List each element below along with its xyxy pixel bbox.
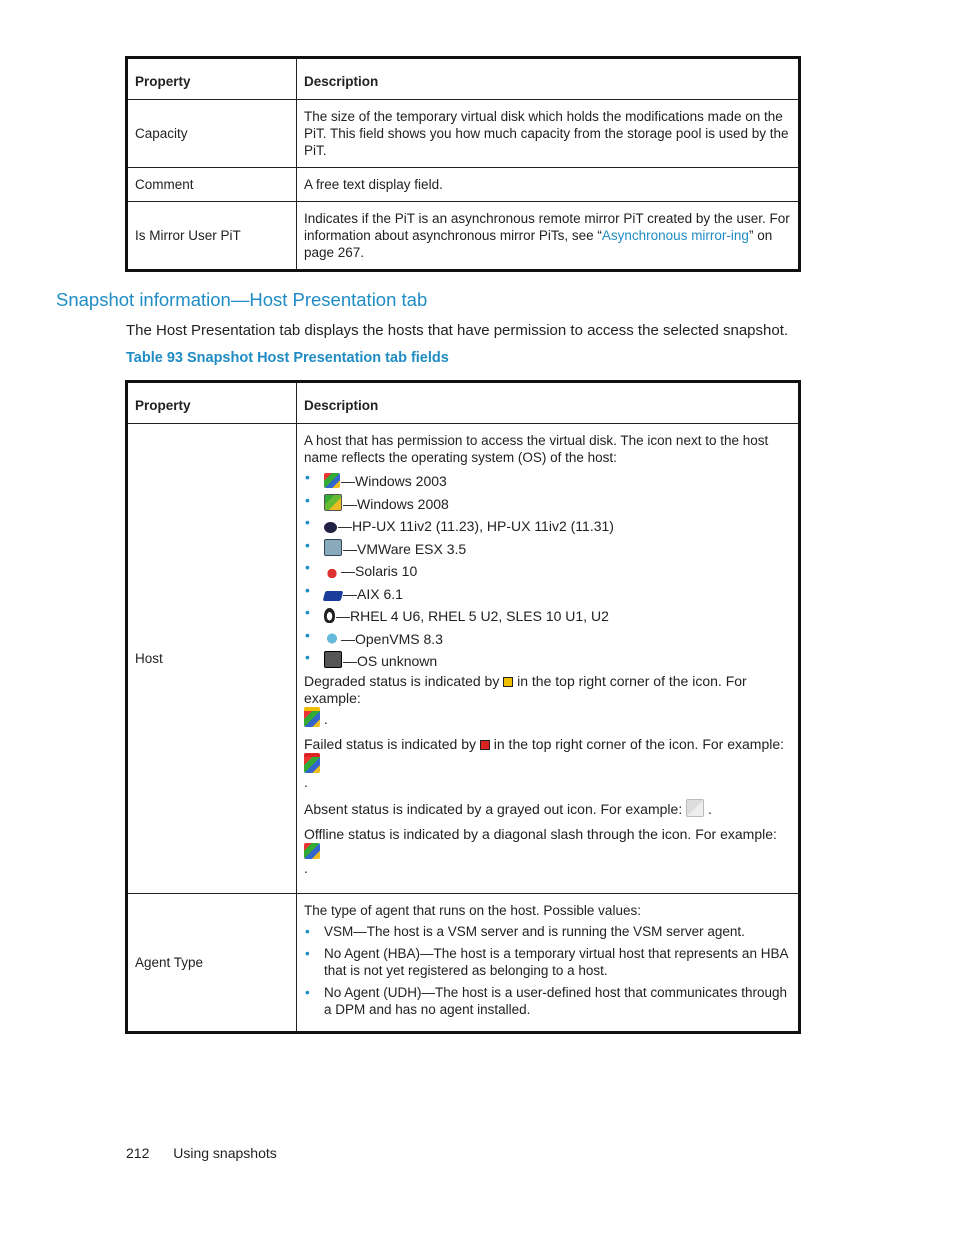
description-text: Indicates if the PiT is an asynchronous remote mirror PiT created by the user. For information about asynchronous mirror PiTs, see “ xyxy=(304,211,790,243)
windows-2003-failed-icon xyxy=(304,753,320,773)
os-label: —OS unknown xyxy=(343,653,438,669)
agent-value-text: VSM—The host is a VSM server and is running the VSM server agent. xyxy=(324,923,745,939)
os-label: —AIX 6.1 xyxy=(343,585,403,602)
windows-2008-icon xyxy=(324,494,342,511)
list-item xyxy=(304,538,790,561)
status-text: Absent status is indicated by a grayed out icon. For example: xyxy=(304,800,683,817)
agent-value-text: No Agent (UDH)—The host is a user-defined host that communicates through a DPM and has no agent installed. xyxy=(324,984,787,1017)
list-item xyxy=(304,628,790,651)
table-row xyxy=(127,424,800,894)
bullet-icon: • xyxy=(305,581,310,598)
status-text: in the top right corner of the icon. For example: xyxy=(304,672,747,706)
os-label: —OpenVMS 8.3 xyxy=(341,630,443,647)
description-cell: A free text display field. xyxy=(297,168,800,202)
list-item xyxy=(304,650,790,673)
period-text: . xyxy=(304,773,308,790)
column-header-description: Description xyxy=(297,58,800,100)
list-item xyxy=(304,470,790,493)
list-item xyxy=(304,583,790,606)
os-label: —VMWare ESX 3.5 xyxy=(343,540,467,557)
os-label: —Windows 2003 xyxy=(341,473,447,489)
degraded-status-icon xyxy=(503,677,513,687)
degraded-status-note xyxy=(304,673,790,728)
description-text: ” on page 267. xyxy=(304,228,773,260)
list-item xyxy=(304,605,790,628)
footer-section-title: Using snapshots xyxy=(173,1145,277,1161)
bullet-icon: • xyxy=(305,491,310,508)
failed-status-note xyxy=(304,736,790,791)
list-item xyxy=(304,984,790,1018)
property-cell: Comment xyxy=(127,168,297,202)
column-header-property: Property xyxy=(127,382,297,424)
windows-2003-absent-icon xyxy=(686,799,704,817)
list-item xyxy=(304,515,790,538)
description-cell xyxy=(297,424,800,894)
linux-icon xyxy=(324,608,335,623)
aix-icon xyxy=(323,591,344,601)
vmware-icon xyxy=(324,539,342,556)
bullet-icon: • xyxy=(305,514,310,530)
property-cell: Is Mirror User PiT xyxy=(127,202,297,271)
bullet-icon: • xyxy=(305,559,310,575)
host-intro: A host that has permission to access the virtual disk. The icon next to the host name reflects the operating system (OS) of the host: xyxy=(304,433,769,465)
section-title: Snapshot information—Host Presentation tab xyxy=(56,289,428,310)
page-number: 212 xyxy=(126,1145,150,1161)
bullet-icon: • xyxy=(305,604,310,620)
bullet-icon: • xyxy=(305,649,310,665)
description-cell xyxy=(297,202,800,271)
bullet-icon: • xyxy=(305,923,310,939)
list-item xyxy=(304,560,790,583)
os-list xyxy=(304,470,790,673)
table-caption: Table 93 Snapshot Host Presentation tab fields xyxy=(126,350,449,366)
table-row xyxy=(127,100,800,168)
windows-2003-degraded-icon xyxy=(304,707,320,727)
host-presentation-table xyxy=(125,380,801,1034)
property-cell: Host xyxy=(127,424,297,894)
status-text: Offline status is indicated by a diagonal slash through the icon. For example: xyxy=(304,825,777,842)
bullet-icon: • xyxy=(305,536,310,553)
status-text: Degraded status is indicated by xyxy=(304,672,500,689)
period-text: . xyxy=(304,859,308,876)
description-cell xyxy=(297,893,800,1032)
offline-status-note xyxy=(304,826,790,877)
properties-table-continued xyxy=(125,56,801,272)
agent-values-list xyxy=(304,923,790,1018)
absent-status-note xyxy=(304,799,790,818)
column-header-description: Description xyxy=(297,382,800,424)
list-item xyxy=(304,923,790,940)
os-unknown-icon xyxy=(324,651,342,668)
table-row xyxy=(127,168,800,202)
column-header-property: Property xyxy=(127,58,297,100)
os-label: —Solaris 10 xyxy=(341,563,418,579)
solaris-icon xyxy=(324,563,340,578)
table-row xyxy=(127,202,800,271)
agent-intro: The type of agent that runs on the host. Possible values: xyxy=(304,902,641,918)
cross-reference-link[interactable]: Asynchronous mirror-ing xyxy=(601,228,749,243)
bullet-icon: • xyxy=(305,945,310,961)
period-text: . xyxy=(708,800,712,817)
agent-value-text: No Agent (HBA)—The host is a temporary virtual host that represents an HBA that is not yet registered as belonging to a host. xyxy=(324,945,788,978)
section-intro: The Host Presentation tab displays the hosts that have permission to access the selected snapshot. xyxy=(126,322,789,339)
os-label: —RHEL 4 U6, RHEL 5 U2, SLES 10 U1, U2 xyxy=(336,608,609,624)
hp-ux-icon xyxy=(324,522,337,533)
property-cell: Agent Type xyxy=(127,893,297,1032)
openvms-icon xyxy=(324,631,340,646)
status-text: Failed status is indicated by xyxy=(304,735,476,752)
windows-2003-offline-icon xyxy=(304,843,320,859)
bullet-icon: • xyxy=(305,469,310,485)
property-cell: Capacity xyxy=(127,100,297,168)
bullet-icon: • xyxy=(305,626,310,643)
list-item xyxy=(304,493,790,516)
table-row xyxy=(127,893,800,1032)
status-text: in the top right corner of the icon. For example: xyxy=(493,735,785,752)
windows-2003-icon xyxy=(324,473,340,488)
description-cell: The size of the temporary virtual disk which holds the modifications made on the PiT. This field shows you how much capacity from the storage pool is used by the PiT. xyxy=(297,100,800,168)
bullet-icon: • xyxy=(305,984,310,1000)
page-footer xyxy=(126,1145,277,1161)
failed-status-icon xyxy=(480,740,490,750)
period-text: . xyxy=(323,710,328,727)
os-label: —Windows 2008 xyxy=(343,495,449,512)
os-label: —HP-UX 11iv2 (11.23), HP-UX 11iv2 (11.31) xyxy=(338,518,614,534)
list-item xyxy=(304,945,790,979)
